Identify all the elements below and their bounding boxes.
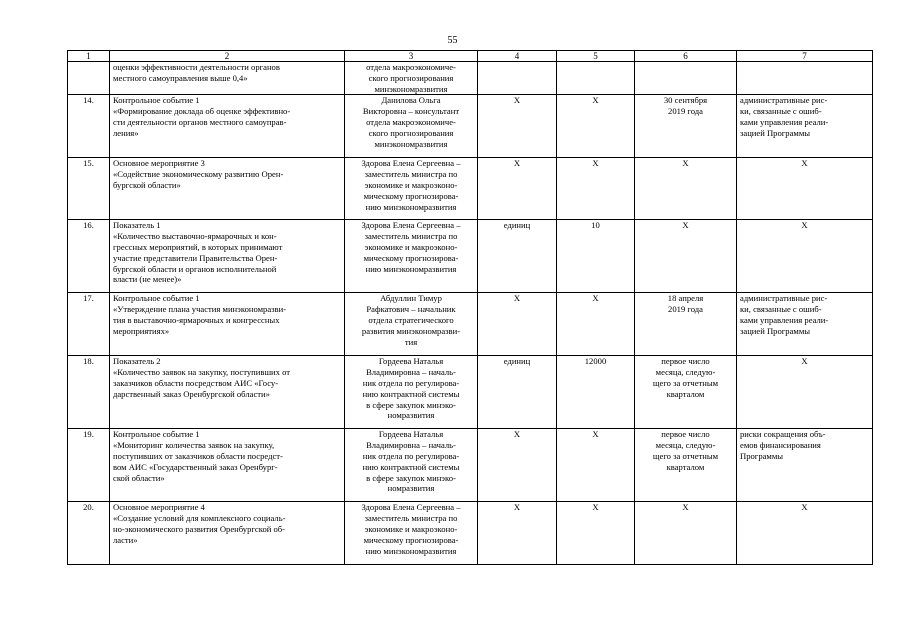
risk-line: ками управления реали- xyxy=(740,314,829,325)
description-line: «Утверждение плана участия минэкономразви- xyxy=(113,304,287,315)
responsible-line: мическому прогнозирова- xyxy=(363,252,459,263)
risks-cell xyxy=(737,158,873,220)
risk-line: ки, связанные с ошиб- xyxy=(740,304,822,315)
description-line: сти деятельности органов местного самоуправ- xyxy=(113,116,287,127)
description-line: Контрольное событие 1 xyxy=(113,95,200,106)
risk-line: зацией Программы xyxy=(740,127,811,138)
deadline-line: Х xyxy=(682,158,689,169)
responsible-line: экономике и макроэконо- xyxy=(364,241,458,252)
description-line: мероприятиях» xyxy=(113,325,170,336)
column-header: 5 xyxy=(557,51,635,62)
table-row xyxy=(68,293,873,356)
description-line: «Создание условий для комплексного социаль- xyxy=(113,513,286,524)
responsible-line: ского прогнозирования xyxy=(368,127,454,138)
responsible-line: отдела макроэкономиче- xyxy=(366,62,456,72)
responsible-line: номразвития xyxy=(387,410,435,421)
responsible-line: Рафкатович – начальник xyxy=(366,304,456,315)
row-number-cell xyxy=(68,62,110,95)
deadline-line: месяца, следую- xyxy=(655,367,716,378)
row-number-cell: 19. xyxy=(68,429,110,502)
risks-cell xyxy=(737,62,873,95)
deadline-cell xyxy=(635,429,737,502)
responsible-person-cell xyxy=(345,429,478,502)
responsible-line: отдела макроэкономиче- xyxy=(366,116,456,127)
deadline-cell xyxy=(635,95,737,158)
risk-line: ки, связанные с ошиб- xyxy=(740,106,822,117)
responsible-line: Гордеева Наталья xyxy=(378,429,444,440)
responsible-line: в сфере закупок минэко- xyxy=(366,472,456,483)
risks-cell xyxy=(737,356,873,429)
responsible-line: ник отдела по регулирова- xyxy=(362,377,460,388)
responsible-line: номразвития xyxy=(387,483,435,494)
deadline-line: месяца, следую- xyxy=(655,440,716,451)
activity-description-cell xyxy=(110,502,345,565)
risk-line: административные рис- xyxy=(740,293,828,304)
risk-line: риски сокращения объ- xyxy=(740,429,826,440)
description-line: тия в выставочно-ярмарочных и конгрессных xyxy=(113,314,280,325)
value-cell: Х xyxy=(557,429,635,502)
table-row xyxy=(68,220,873,293)
description-line: Показатель 2 xyxy=(113,356,161,367)
deadline-line: первое число xyxy=(661,429,710,440)
responsible-line: тия xyxy=(404,336,418,347)
value-cell: Х xyxy=(557,158,635,220)
unit-cell: Х xyxy=(478,429,557,502)
activity-description-cell xyxy=(110,62,345,95)
risk-line: зацией Программы xyxy=(740,325,811,336)
deadline-line: кварталом xyxy=(666,461,705,472)
description-line: вом АИС «Государственный заказ Оренбург- xyxy=(113,461,278,472)
description-line: Показатель 1 xyxy=(113,220,161,231)
value-cell: 10 xyxy=(557,220,635,293)
plan-table-body xyxy=(68,51,873,565)
deadline-line: первое число xyxy=(661,356,710,367)
description-line: ской области» xyxy=(113,472,165,483)
description-line: «Формирование доклада об оценке эффективно- xyxy=(113,106,291,117)
table-row xyxy=(68,158,873,220)
responsible-line: ского прогнозирования xyxy=(368,72,454,83)
deadline-cell xyxy=(635,220,737,293)
column-header: 1 xyxy=(68,51,110,62)
value-cell: Х xyxy=(557,95,635,158)
risk-line: емов финансирования xyxy=(740,440,821,451)
deadline-line: 2019 года xyxy=(668,304,703,315)
risk-line: Х xyxy=(801,220,808,231)
deadline-cell xyxy=(635,356,737,429)
responsible-person-cell xyxy=(345,62,478,95)
responsible-person-cell xyxy=(345,502,478,565)
deadline-line: щего за отчетным xyxy=(652,377,719,388)
risks-cell xyxy=(737,95,873,158)
responsible-line: развития минэкономразви- xyxy=(361,325,461,336)
responsible-line: минэкономразвития xyxy=(374,138,448,149)
responsible-line: нию минэкономразвития xyxy=(365,545,457,556)
description-line: ления» xyxy=(113,127,139,138)
deadline-line: 18 апреля xyxy=(667,293,704,304)
risks-cell xyxy=(737,220,873,293)
plan-table xyxy=(67,50,873,565)
value-cell: Х xyxy=(557,502,635,565)
risk-line: Х xyxy=(801,158,808,169)
responsible-line: в сфере закупок минэко- xyxy=(366,399,456,410)
row-number-cell: 14. xyxy=(68,95,110,158)
responsible-line: нию минэкономразвития xyxy=(365,263,457,274)
deadline-line: 30 сентября xyxy=(663,95,708,106)
responsible-person-cell xyxy=(345,95,478,158)
deadline-cell xyxy=(635,62,737,95)
column-header: 4 xyxy=(478,51,557,62)
responsible-line: нию минэкономразвития xyxy=(365,201,457,212)
responsible-line: Данилова Ольга xyxy=(381,95,441,106)
column-header: 3 xyxy=(345,51,478,62)
description-line: но-экономического развития Оренбургской об- xyxy=(113,523,286,534)
deadline-line: кварталом xyxy=(666,388,705,399)
unit-cell: единиц xyxy=(478,220,557,293)
row-number-cell: 20. xyxy=(68,502,110,565)
deadline-line: Х xyxy=(682,220,689,231)
description-line: грессных мероприятий, в которых принимают xyxy=(113,241,283,252)
description-line: власти (не менее)» xyxy=(113,274,182,285)
description-line: заказчиков области посредством АИС «Госу- xyxy=(113,377,279,388)
responsible-line: Владимировна – началь- xyxy=(366,440,456,451)
description-line: «Мониторинг количества заявок на закупку, xyxy=(113,440,275,451)
responsible-line: Владимировна – началь- xyxy=(366,367,456,378)
deadline-cell xyxy=(635,293,737,356)
description-line: дарственный заказ Оренбургской области» xyxy=(113,388,270,399)
responsible-person-cell xyxy=(345,293,478,356)
unit-cell: единиц xyxy=(478,356,557,429)
activity-description-cell xyxy=(110,95,345,158)
unit-cell: Х xyxy=(478,502,557,565)
responsible-line: заместитель министра по xyxy=(364,169,458,180)
responsible-line: заместитель министра по xyxy=(364,513,458,524)
description-line: Основное мероприятие 4 xyxy=(113,502,205,513)
responsible-line: Викторовна – консультант xyxy=(362,106,460,117)
responsible-line: ник отдела по регулирова- xyxy=(362,450,460,461)
activity-description-cell xyxy=(110,356,345,429)
value-cell: 12000 xyxy=(557,356,635,429)
risk-line: ками управления реали- xyxy=(740,116,829,127)
activity-description-cell xyxy=(110,293,345,356)
column-header: 7 xyxy=(737,51,873,62)
unit-cell xyxy=(478,62,557,95)
responsible-line: Здорова Елена Сергеевна – xyxy=(361,220,461,231)
unit-cell: Х xyxy=(478,95,557,158)
description-line: участие представители Правительства Орен- xyxy=(113,252,278,263)
risk-line: Х xyxy=(801,356,808,367)
row-number-cell: 18. xyxy=(68,356,110,429)
description-line: «Содействие экономическому развитию Орен- xyxy=(113,169,284,180)
table-row xyxy=(68,429,873,502)
responsible-line: мическому прогнозирова- xyxy=(363,190,459,201)
row-number-cell: 17. xyxy=(68,293,110,356)
table-row xyxy=(68,95,873,158)
table-row xyxy=(68,62,873,95)
description-line: Контрольное событие 1 xyxy=(113,293,200,304)
deadline-line: щего за отчетным xyxy=(652,450,719,461)
responsible-line: Абдуллин Тимур xyxy=(380,293,442,304)
risks-cell xyxy=(737,429,873,502)
description-line: «Количество выставочно-ярмарочных и кон- xyxy=(113,231,277,242)
table-row xyxy=(68,356,873,429)
value-cell: Х xyxy=(557,293,635,356)
activity-description-cell xyxy=(110,220,345,293)
responsible-line: минэкономразвития xyxy=(374,83,448,94)
responsible-line: экономике и макроэконо- xyxy=(364,179,458,190)
risk-line: административные рис- xyxy=(740,95,828,106)
activity-description-cell xyxy=(110,429,345,502)
responsible-line: заместитель министра по xyxy=(364,231,458,242)
unit-cell: Х xyxy=(478,158,557,220)
row-number-cell: 16. xyxy=(68,220,110,293)
responsible-person-cell xyxy=(345,158,478,220)
unit-cell: Х xyxy=(478,293,557,356)
deadline-line: Х xyxy=(682,502,689,513)
responsible-person-cell xyxy=(345,220,478,293)
risk-line: Х xyxy=(801,502,808,513)
risks-cell xyxy=(737,293,873,356)
risk-line: Программы xyxy=(740,450,784,461)
value-cell xyxy=(557,62,635,95)
description-line: оценки эффективности деятельности органов xyxy=(113,62,280,72)
description-line: поступивших от заказчиков области посредст- xyxy=(113,450,283,461)
header-row xyxy=(68,51,873,62)
page-number: 55 xyxy=(447,35,458,46)
deadline-cell xyxy=(635,502,737,565)
description-line: бургской области» xyxy=(113,179,181,190)
description-line: ласти» xyxy=(113,534,138,545)
column-header: 2 xyxy=(110,51,345,62)
risks-cell xyxy=(737,502,873,565)
table-row xyxy=(68,502,873,565)
responsible-line: мическому прогнозирова- xyxy=(363,534,459,545)
responsible-person-cell xyxy=(345,356,478,429)
responsible-line: экономике и макроэконо- xyxy=(364,523,458,534)
description-line: Контрольное событие 1 xyxy=(113,429,200,440)
description-line: бургской области и органов исполнительной xyxy=(113,263,277,274)
responsible-line: нию контрактной системы xyxy=(362,461,460,472)
responsible-line: Здорова Елена Сергеевна – xyxy=(361,502,461,513)
responsible-line: отдела стратегического xyxy=(368,314,454,325)
activity-description-cell xyxy=(110,158,345,220)
description-line: «Количество заявок на закупку, поступивших от xyxy=(113,367,291,378)
responsible-line: Здорова Елена Сергеевна – xyxy=(361,158,461,169)
column-header: 6 xyxy=(635,51,737,62)
description-line: Основное мероприятие 3 xyxy=(113,158,205,169)
row-number-cell: 15. xyxy=(68,158,110,220)
description-line: местного самоуправления выше 0,4» xyxy=(113,72,248,83)
deadline-line: 2019 года xyxy=(668,106,703,117)
deadline-cell xyxy=(635,158,737,220)
responsible-line: Гордеева Наталья xyxy=(378,356,444,367)
responsible-line: нию контрактной системы xyxy=(362,388,460,399)
